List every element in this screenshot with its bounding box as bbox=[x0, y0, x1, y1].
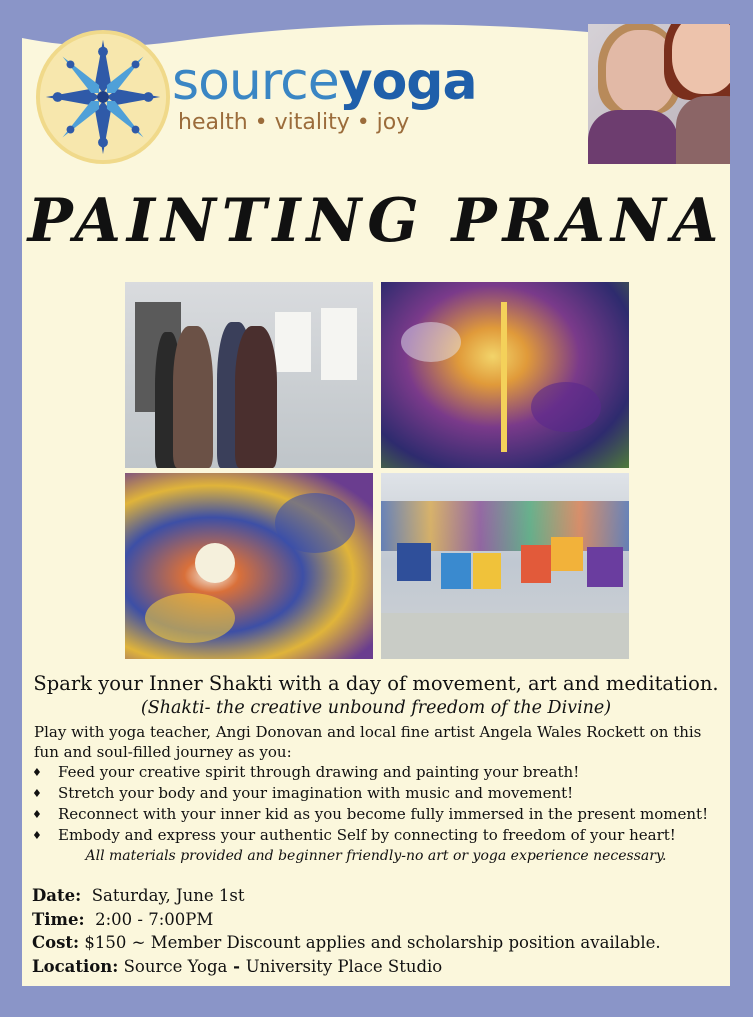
event-description bbox=[22, 672, 730, 864]
location-studio: University Place Studio bbox=[245, 956, 443, 976]
location-row bbox=[32, 955, 661, 979]
intro-text: Play with yoga teacher, Angi Donovan and local fine artist Angela Wales Rockett on this fun and soul-filled journey as you: bbox=[34, 723, 702, 761]
headline: Spark your Inner Shakti with a day of movement, art and meditation. bbox=[33, 672, 719, 695]
date-label: Date: bbox=[32, 886, 82, 905]
list-item: ♦ Embody and express your authentic Self by connecting to freedom of your heart! bbox=[32, 826, 676, 844]
photo-gallery bbox=[125, 282, 629, 660]
time-value: 2:00 - 7:00PM bbox=[95, 909, 214, 929]
mandala-logo-icon bbox=[34, 28, 172, 166]
brand-wordmark bbox=[172, 52, 477, 112]
cost-value: $150 ~ Member Discount applies and scholarship position available. bbox=[84, 933, 661, 952]
list-item: ♦ Feed your creative spirit through drawing and painting your breath! bbox=[32, 763, 580, 781]
time-row bbox=[32, 908, 661, 932]
location-separator: - bbox=[227, 956, 246, 976]
participants-group-photo bbox=[381, 473, 629, 659]
cost-row bbox=[32, 931, 661, 955]
date-value: Saturday, June 1st bbox=[91, 886, 245, 905]
diamond-bullet-icon: ♦ bbox=[32, 808, 42, 821]
poster bbox=[22, 24, 730, 986]
abstract-painting-2 bbox=[125, 473, 373, 659]
brand-source: source bbox=[172, 52, 339, 112]
cost-label: Cost: bbox=[32, 933, 80, 952]
location-label: Location: bbox=[32, 956, 119, 976]
diamond-bullet-icon: ♦ bbox=[32, 766, 42, 779]
event-details bbox=[32, 884, 661, 978]
diamond-bullet-icon: ♦ bbox=[32, 787, 42, 800]
materials-note: All materials provided and beginner friendly-no art or yoga experience necessary. bbox=[85, 848, 667, 864]
brand-logo bbox=[172, 52, 477, 135]
date-row bbox=[32, 884, 661, 908]
diamond-bullet-icon: ♦ bbox=[32, 829, 42, 842]
list-item: ♦ Reconnect with your inner kid as you become fully immersed in the present moment! bbox=[32, 805, 709, 823]
brand-tagline: health • vitality • joy bbox=[178, 110, 410, 135]
abstract-painting-1 bbox=[381, 282, 629, 468]
list-item: ♦ Stretch your body and your imagination with music and movement! bbox=[32, 784, 574, 802]
hosts-photo bbox=[588, 24, 730, 164]
event-title: PAINTING PRANA bbox=[27, 186, 725, 256]
bullet-list bbox=[22, 762, 730, 846]
time-label: Time: bbox=[32, 909, 85, 929]
brand-yoga: yoga bbox=[338, 52, 477, 112]
location-value: Source Yoga bbox=[123, 956, 228, 976]
group-painting-photo bbox=[125, 282, 373, 468]
subheadline: (Shakti- the creative unbound freedom of the Divine) bbox=[140, 698, 612, 718]
